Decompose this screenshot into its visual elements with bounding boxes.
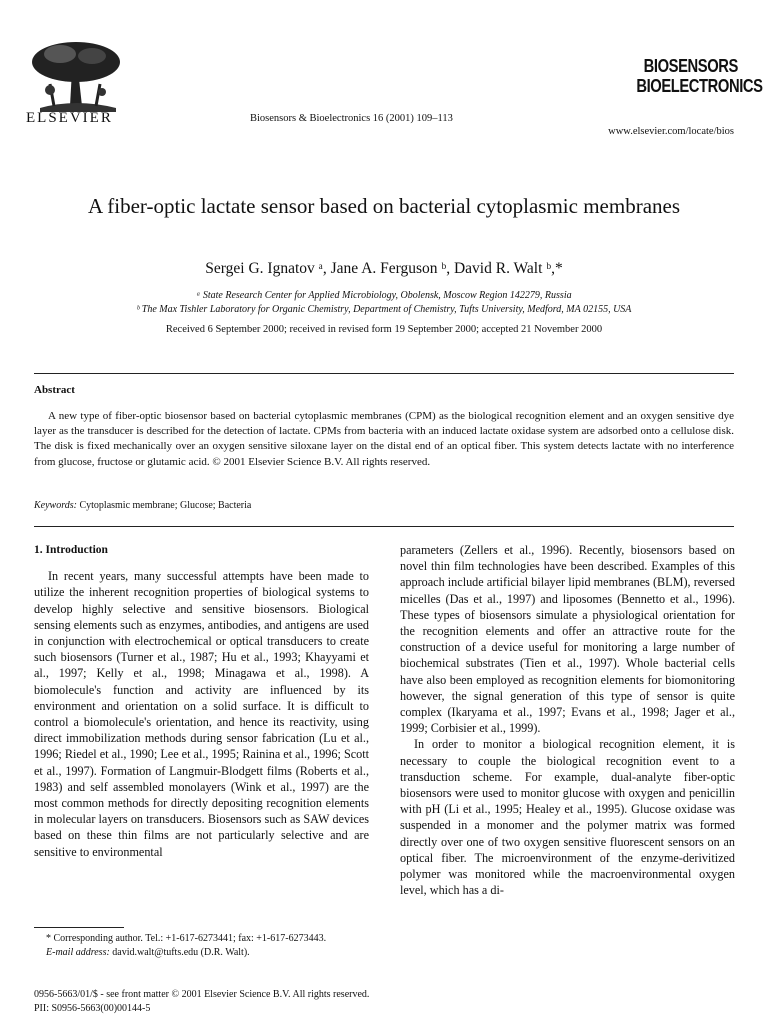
email-label: E-mail address: <box>46 947 110 958</box>
journal-citation: Biosensors & Bioelectronics 16 (2001) 109–113 <box>250 113 453 124</box>
section-heading: 1. Introduction <box>34 544 108 556</box>
journal-brand-logo <box>636 56 763 96</box>
left-column <box>34 542 369 860</box>
publisher-name: ELSEVIER <box>26 110 113 126</box>
brand-line-1: BIOSENSORS <box>643 56 738 76</box>
copyright-line: 0956-5663/01/$ - see front matter © 2001 Elsevier Science B.V. All rights reserved. <box>34 989 370 1000</box>
divider <box>34 373 734 374</box>
footnote-divider <box>34 927 124 928</box>
pii-line: PII: S0956-5663(00)00144-5 <box>34 1003 151 1014</box>
article-title: A fiber-optic lactate sensor based on bacterial cytoplasmic membranes <box>87 194 681 218</box>
author-list: Sergei G. Ignatov ᵃ, Jane A. Ferguson ᵇ, David R. Walt ᵇ,* <box>205 260 563 277</box>
received-dates: Received 6 September 2000; received in revised form 19 September 2000; accepted 21 November 2000 <box>165 324 603 335</box>
abstract-text: A new type of fiber-optic biosensor based on bacterial cytoplasmic membranes (CPM) as the biological recognition element and an oxygen sensitive dye layer as the transducer is described for the detection of lactate. CPMs from bacteria with an induced lactate oxidase system are adsorbed onto a cellulose disk. The disk is fixed mechanically over an oxygen sensitive siloxane layer on the distal end of an optical fiber. This system detects lactate with no interference from glucose, fructose or glutamic acid. © 2001 Elsevier Science B.V. All rights reserved. <box>34 410 734 468</box>
abstract-heading: Abstract <box>34 384 75 396</box>
keywords-label: Keywords: <box>34 500 77 511</box>
email-note <box>34 946 369 960</box>
divider <box>34 526 734 527</box>
paragraph: parameters (Zellers et al., 1996). Recently, biosensors based on novel thin film technologies have been described. Examples of this approach include artificial bilayer lipid membranes (BLM), reversed micelles (Das et al., 1997) and liposomes (Bennetto et al., 1996). These types of biosensors simulate a physiological orientation for the recognition elements and offer an attractive route for the construction of a device useful for monitoring a large number of biochemical substrates (Tien et al., 1997). Whole bacterial cells have also been employed as recognition elements for biomonitoring however, the signal generation of this type of sensor is quite complex (Ikaryama et al., 1997; Evans et al., 1998; Jager et al., 1999; Corbisier et al., 1999). <box>400 543 735 736</box>
keywords <box>34 500 251 511</box>
journal-url[interactable]: www.elsevier.com/locate/bios <box>608 126 734 137</box>
corresponding-author-note: * Corresponding author. Tel.: +1-617-6273441; fax: +1-617-6273443. <box>46 933 327 944</box>
affiliation-b: ᵇ The Max Tishler Laboratory for Organic Chemistry, Department of Chemistry, Tufts University, Medford, MA 02155, USA <box>136 304 632 315</box>
paragraph: In order to monitor a biological recognition element, it is necessary to couple the biological recognition event to a transduction scheme. For example, dual-analyte fiber-optic biosensors were used to monitor glucose with oxygen and penicillin with pH (Li et al., 1995; Healey et al., 1995). Glucose oxidase was suspended in a monomer and the polymer matrix was formed directly over one of two oxygen sensitive fluorescent sensors on an optical fiber. The microenvironment of the enzyme-derivitized polymer was monitored while the macroenvironmental oxygen level, which has a di- <box>400 737 735 898</box>
brand-line-2: BIOELECTRONICS <box>636 76 763 96</box>
right-column <box>400 542 735 898</box>
affiliation-a: ᵃ State Research Center for Applied Microbiology, Obolensk, Moscow Region 142279, Russia <box>196 290 572 301</box>
email-address[interactable]: david.walt@tufts.edu (D.R. Walt). <box>112 947 250 958</box>
keywords-list: Cytoplasmic membrane; Glucose; Bacteria <box>79 500 252 511</box>
footnote <box>34 932 369 960</box>
page-footer <box>34 988 369 1016</box>
paragraph: In recent years, many successful attempts have been made to utilize the inherent recognition properties of biological systems to develop highly selective and sensitive biosensors. Biological sensing elements such as enzymes, antibodies, and antigens are used in conjunction with electrochemical or optical transducers to create such biosensors (Turner et al., 1987; Hu et al., 1993; Khayyami et al., 1997; Kelly et al., 1998; Minagawa et al., 1998). A biomolecule's function and activity are influenced by its environment and orientation on a solid surface. It is difficult to control a biomolecule's orientation, and hence its reactivity, using direct immobilization methods during sensor fabrication (Lu et al., 1996; Riedel et al., 1990; Lee et al., 1995; Rainina et al., 1996; Scott et al., 1997). Formation of Langmuir-Blodgett films (Roberts et al., 1983) and self assembled monolayers (Wink et al., 1997) are the most common methods for directly depositing recognition elements in molecular layers on transducers. Biosensors such as SAW devices based on these thin films are not particularly selective and are sensitive to environmental <box>34 569 369 859</box>
